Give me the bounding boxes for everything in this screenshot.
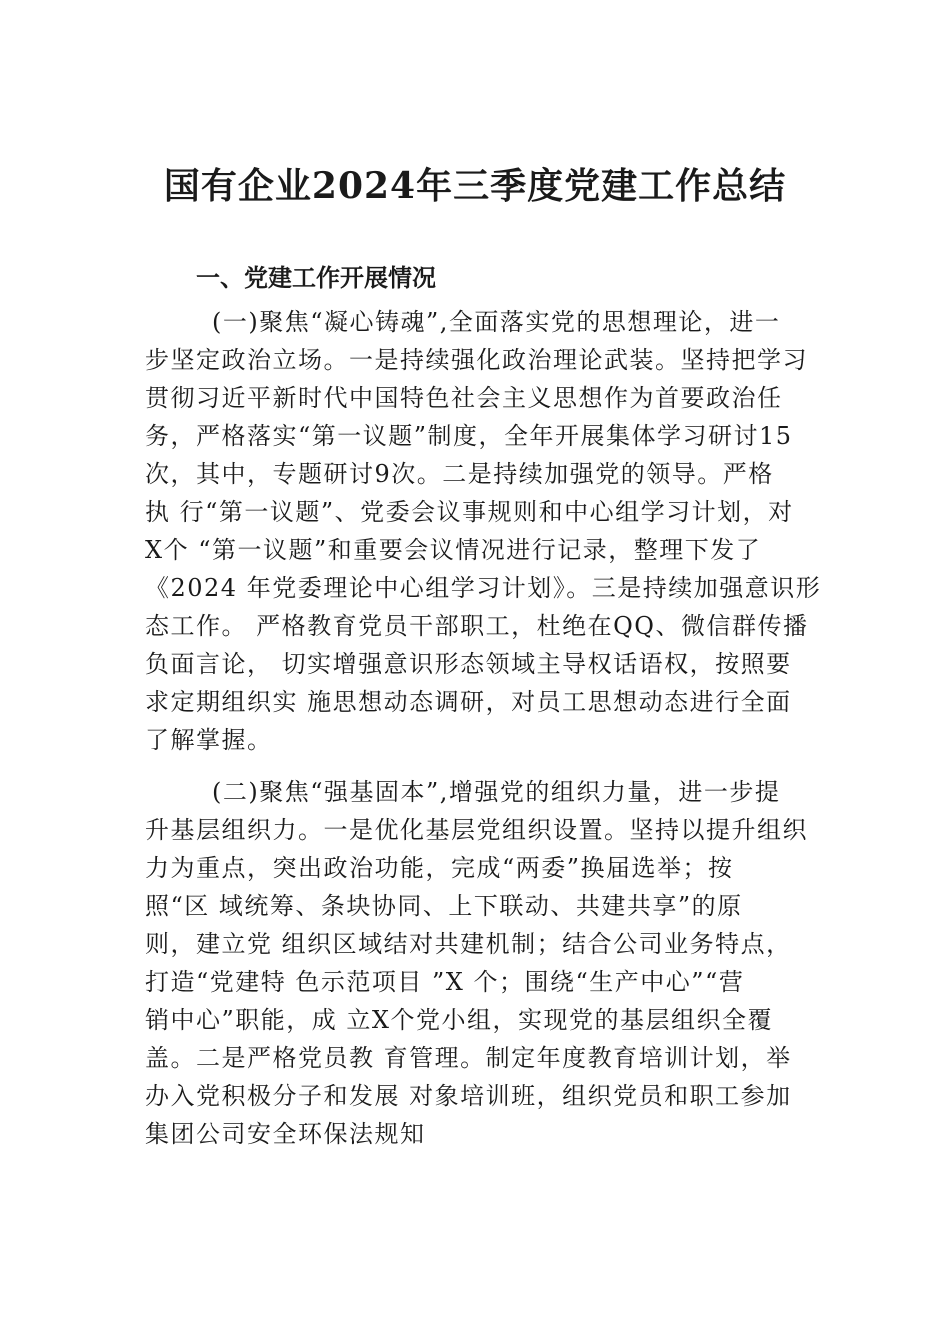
paragraph-line: 务，严格落实“第一议题”制度，全年开展集体学习研讨15 — [145, 422, 793, 450]
paragraph-line: 贯彻习近平新时代中国特色社会主义思想作为首要政治任 — [145, 384, 783, 412]
paragraph-line: 《2024 年党委理论中心组学习计划》。三是持续加强意识形 — [145, 574, 822, 602]
paragraph-line: 盖。二是严格党员教 育管理。制定年度教育培训计划，举 — [145, 1044, 792, 1072]
paragraph-line: 求定期组织实 施思想动态调研，对员工思想动态进行全面 — [145, 688, 792, 716]
paragraph-line: 升基层组织力。一是优化基层党组织设置。坚持以提升组织 — [145, 816, 808, 844]
paragraph-line: 照“区 域统筹、条块协同、上下联动、共建共享”的原 — [145, 892, 743, 920]
paragraph-line: 步坚定政治立场。一是持续强化政治理论武装。坚持把学习 — [145, 346, 808, 374]
paragraph-line: (一)聚焦“凝心铸魂”,全面落实党的思想理论，进一 — [212, 308, 781, 336]
paragraph-line: 力为重点，突出政治功能，完成“两委”换届选举；按 — [145, 854, 734, 882]
paragraph-line: 集团公司安全环保法规知 — [145, 1120, 426, 1148]
paragraph-line: 销中心”职能，成 立X个党小组，实现党的基层组织全覆 — [145, 1006, 773, 1034]
paragraph-line: 执 行“第一议题”、党委会议事规则和中心组学习计划，对 — [145, 498, 794, 526]
paragraph-line: 负面言论， 切实增强意识形态领域主导权话语权，按照要 — [145, 650, 792, 678]
paragraph-line: 态工作。 严格教育党员干部职工，杜绝在QQ、微信群传播 — [145, 612, 809, 640]
document-title: 国有企业2024年三季度党建工作总结 — [163, 165, 787, 207]
section-heading: 一、党建工作开展情况 — [196, 264, 436, 292]
paragraph-line: (二)聚焦“强基固本”,增强党的组织力量，进一步提 — [212, 778, 781, 806]
paragraph-line: 了解掌握。 — [145, 726, 273, 754]
paragraph-line: 则，建立党 组织区域结对共建机制；结合公司业务特点， — [145, 930, 792, 958]
paragraph-line: X个 “第一议题”和重要会议情况进行记录，整理下发了 — [145, 536, 762, 564]
paragraph-line: 打造“党建特 色示范项目 ”X 个；围绕“生产中心”“营 — [145, 968, 745, 996]
paragraph-line: 办入党积极分子和发展 对象培训班，组织党员和职工参加 — [145, 1082, 792, 1110]
paragraph-line: 次，其中，专题研讨9次。二是持续加强党的领导。严格 — [145, 460, 774, 488]
